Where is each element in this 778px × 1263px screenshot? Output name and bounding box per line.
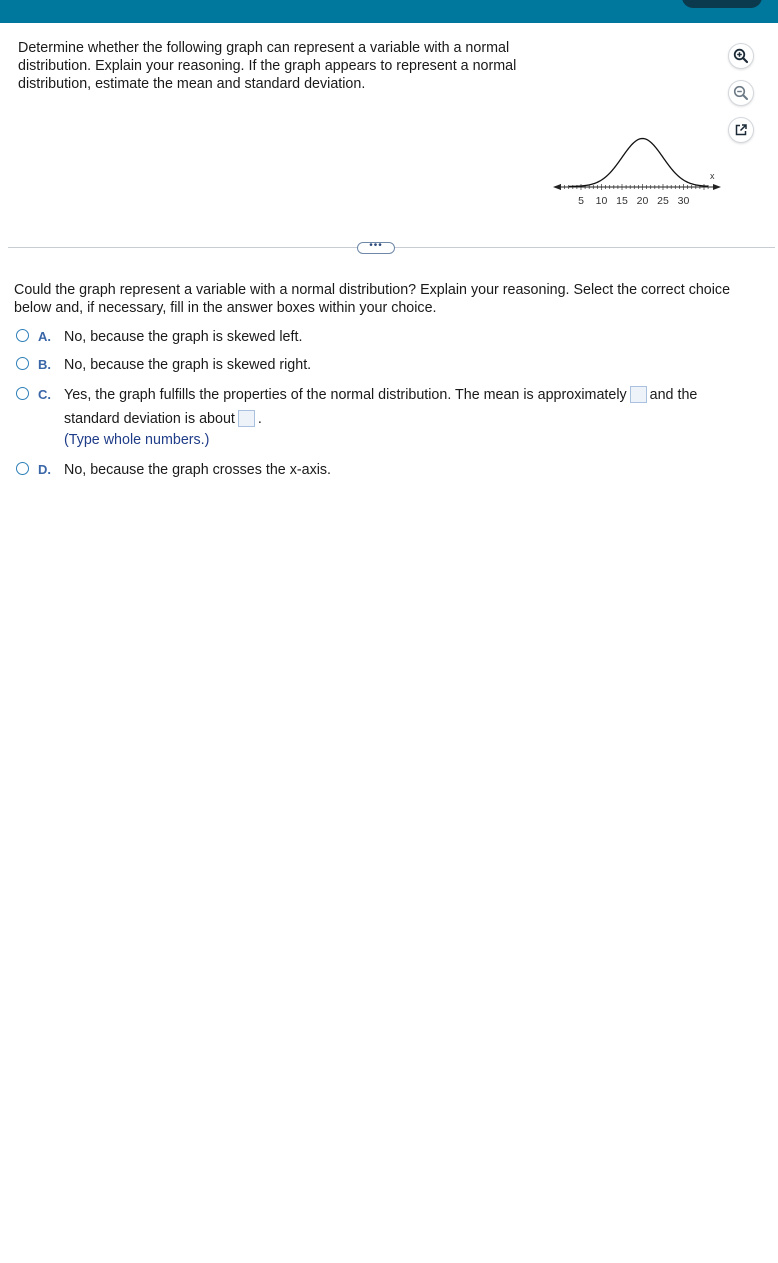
axis-arrow-right: [713, 184, 721, 190]
tick-label: 10: [595, 195, 608, 207]
choice-letter: B.: [38, 357, 51, 372]
choice-letter: D.: [38, 462, 51, 477]
choice-text-line2: standard deviation is about .: [64, 411, 262, 427]
zoom-in-button[interactable]: [728, 43, 754, 69]
hint-text: (Type whole numbers.): [64, 432, 210, 448]
choice-text: Yes, the graph fulfills the properties of the normal distribution. The mean is approximately and the: [64, 387, 698, 403]
radio-b[interactable]: [16, 357, 29, 370]
choice-letter: A.: [38, 329, 51, 344]
axis-label: x: [710, 171, 715, 181]
divider-handle[interactable]: •••: [357, 242, 395, 254]
normal-curve: [569, 139, 708, 187]
popout-button[interactable]: [728, 117, 754, 143]
tick-label: 30: [677, 195, 690, 207]
radio-d[interactable]: [16, 462, 29, 475]
tick-label: 15: [616, 195, 628, 207]
choice-text: No, because the graph is skewed left.: [64, 329, 303, 345]
choice-letter: C.: [38, 387, 51, 402]
zoom-in-icon: [733, 48, 749, 64]
choice-text: No, because the graph crosses the x-axis.: [64, 462, 332, 478]
popout-icon: [733, 122, 749, 138]
zoom-out-icon: [733, 85, 749, 101]
prompt-text: Could the graph represent a variable with a normal distribution? Explain your reasoning. Select the correct choice below and, if necessary, fill in the answer boxes within your choice.: [14, 282, 731, 316]
tick-label: 20: [636, 195, 649, 207]
mean-answer-box[interactable]: [630, 386, 647, 403]
top-bar-button[interactable]: [682, 0, 762, 8]
top-bar: [0, 0, 778, 23]
tick-label: 5: [578, 195, 584, 207]
tick-label: 25: [657, 195, 669, 207]
zoom-out-button[interactable]: [728, 80, 754, 106]
radio-a[interactable]: [16, 329, 29, 342]
question-text: Determine whether the following graph can represent a variable with a normal distribution. Explain your reasoning. If the graph appears to represent a normal distribution, estimate the mean and standard deviation.: [18, 40, 517, 92]
choice-text: No, because the graph is skewed right.: [64, 357, 312, 373]
normal-curve-graph: [548, 128, 728, 212]
axis-arrow-left: [553, 184, 561, 190]
std-dev-answer-box[interactable]: [238, 410, 255, 427]
radio-c[interactable]: [16, 387, 29, 400]
